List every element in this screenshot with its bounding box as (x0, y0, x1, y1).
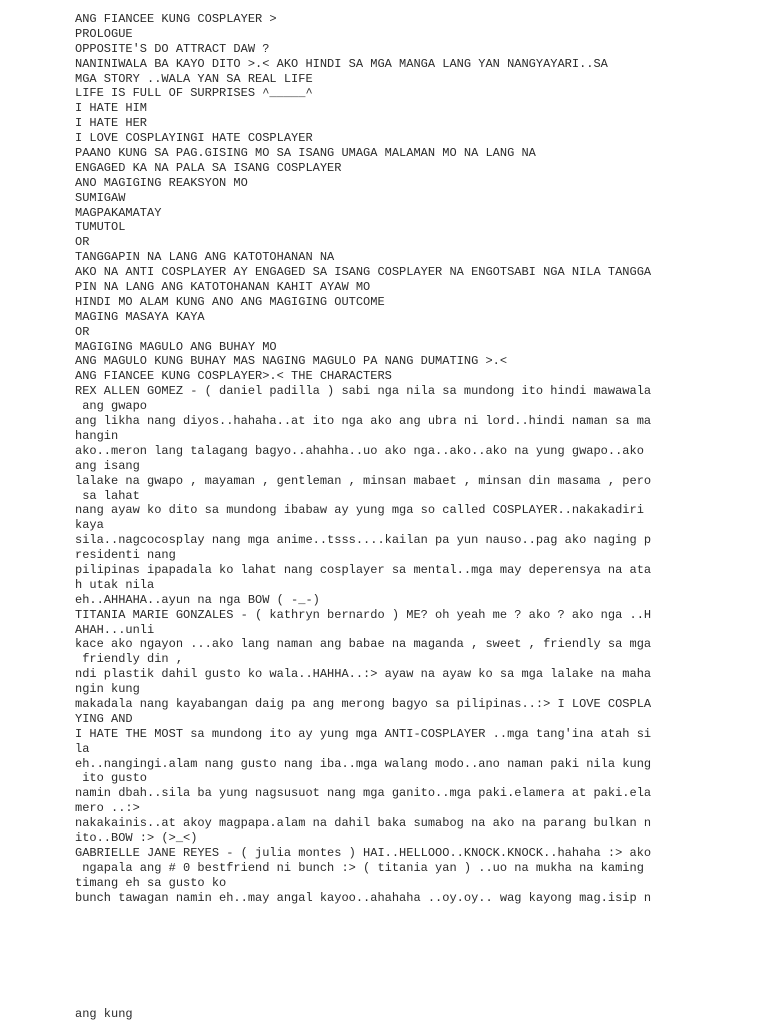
text-line: hangin (75, 428, 119, 443)
text-line: nakakainis..at akoy magpapa.alam na dahil baka sumabog na ako na parang bulkan n (75, 816, 652, 831)
text-line: kaya (75, 518, 104, 533)
text-line: friendly din , (75, 652, 184, 667)
text-line: bunch tawagan namin eh..may angal kayoo..ahahaha ..oy.oy.. wag kayong mag.isip n (75, 890, 652, 905)
text-line: ito..BOW :> (>_<) (75, 830, 198, 845)
text-line: I HATE HIM (75, 101, 148, 116)
text-line: NANINIWALA BA KAYO DITO >.< AKO HINDI SA MGA MANGA LANG YAN NANGYAYARI..SA (75, 56, 608, 71)
text-line: MAGING MASAYA KAYA (75, 309, 205, 324)
text-line: eh..AHHAHA..ayun na nga BOW ( -_-) (75, 592, 320, 607)
text-line: ANG FIANCEE KUNG COSPLAYER>.< THE CHARACTERS (75, 369, 392, 384)
text-line: la (75, 741, 90, 756)
text-line: ANG MAGULO KUNG BUHAY MAS NAGING MAGULO PA NANG DUMATING >.< (75, 354, 508, 369)
text-line: HINDI MO ALAM KUNG ANO ANG MAGIGING OUTCOME (75, 294, 385, 309)
text-line: kace ako ngayon ...ako lang naman ang babae na maganda , sweet , friendly sa mga (75, 637, 652, 652)
text-line: MAGPAKAMATAY (75, 205, 162, 220)
text-line: timang eh sa gusto ko (75, 875, 227, 890)
text-line: OR (75, 235, 90, 250)
text-line: I LOVE COSPLAYINGI HATE COSPLAYER (75, 131, 313, 146)
text-line: ENGAGED KA NA PALA SA ISANG COSPLAYER (75, 160, 342, 175)
text-line: ngin kung (75, 682, 140, 697)
text-line: makadala nang kayabangan daig pa ang merong bagyo sa pilipinas..:> I LOVE COSPLA (75, 696, 652, 711)
text-line: ang isang (75, 458, 140, 473)
text-line: ako..meron lang talagang bagyo..ahahha..uo ako nga..ako..ako na yung gwapo..ako (75, 443, 644, 458)
text-line: I HATE HER (75, 116, 148, 131)
text-line: ANG FIANCEE KUNG COSPLAYER > (75, 12, 277, 26)
text-line: ang gwapo (75, 399, 148, 414)
text-line: sila..nagcocosplay nang mga anime..tsss....kailan pa yun nauso..pag ako naging p (75, 533, 652, 548)
text-line: residenti nang (75, 548, 176, 563)
text-line: OPPOSITE'S DO ATTRACT DAW ? (75, 41, 270, 56)
text-line: ndi plastik dahil gusto ko wala..HAHHA..:> ayaw na ayaw ko sa mga lalake na maha (75, 667, 652, 682)
text-line: LIFE IS FULL OF SURPRISES ^_____^ (75, 86, 313, 101)
text-line: PAANO KUNG SA PAG.GISING MO SA ISANG UMAGA MALAMAN MO NA LANG NA (75, 146, 536, 161)
text-line: sa lahat (75, 488, 140, 503)
text-line: OR (75, 324, 90, 339)
text-line: GABRIELLE JANE REYES - ( julia montes ) HAI..HELLOOO..KNOCK.KNOCK..hahaha :> ako (75, 845, 652, 860)
text-line: REX ALLEN GOMEZ - ( daniel padilla ) sabi nga nila sa mundong ito hindi mawawala (75, 384, 652, 399)
text-line: ngapala ang # 0 bestfriend ni bunch :> ( titania yan ) ..uo na mukha na kaming (75, 860, 644, 875)
text-line: MGA STORY ..WALA YAN SA REAL LIFE (75, 71, 313, 86)
text-line: AKO NA ANTI COSPLAYER AY ENGAGED SA ISANG COSPLAYER NA ENGOTSABI NGA NILA TANGGA (75, 265, 652, 280)
text-line: nang ayaw ko dito sa mundong ibabaw ay yung mga so called COSPLAYER..nakakadiri (75, 503, 644, 518)
text-line: MAGIGING MAGULO ANG BUHAY MO (75, 339, 277, 354)
text-line: eh..nangingi.alam nang gusto nang iba..mga walang modo..ano naman paki nila kung (75, 756, 652, 771)
text-line: I HATE THE MOST sa mundong ito ay yung mga ANTI-COSPLAYER ..mga tang'ina atah si (75, 726, 652, 741)
text-line: ang likha nang diyos..hahaha..at ito nga ako ang ubra ni lord..hindi naman sa ma (75, 414, 652, 429)
text-line: SUMIGAW (75, 190, 126, 205)
text-line: namin dbah..sila ba yung nagsusuot nang mga ganito..mga paki.elamera at paki.ela (75, 786, 652, 801)
text-line: TUMUTOL (75, 220, 126, 235)
text-line: PIN NA LANG ANG KATOTOHANAN KAHIT AYAW MO (75, 280, 371, 295)
trailing-text-line: ang kung (75, 1007, 133, 1021)
text-line: ito gusto (75, 771, 148, 786)
text-line: AHAH...unli (75, 622, 155, 637)
text-line: h utak nila (75, 577, 155, 592)
text-line: YING AND (75, 711, 133, 726)
text-line: TITANIA MARIE GONZALES - ( kathryn bernardo ) ME? oh yeah me ? ako ? ako nga ..H (75, 607, 652, 622)
text-line: lalake na gwapo , mayaman , gentleman , minsan mabaet , minsan din masama , pero (75, 473, 652, 488)
text-line: pilipinas ipapadala ko lahat nang cosplayer sa mental..mga may deperensya na ata (75, 562, 652, 577)
text-line: TANGGAPIN NA LANG ANG KATOTOHANAN NA (75, 250, 335, 265)
text-line: ANO MAGIGING REAKSYON MO (75, 175, 248, 190)
document-body (75, 12, 695, 905)
text-line: mero ..:> (75, 801, 140, 816)
text-line: PROLOGUE (75, 26, 133, 41)
